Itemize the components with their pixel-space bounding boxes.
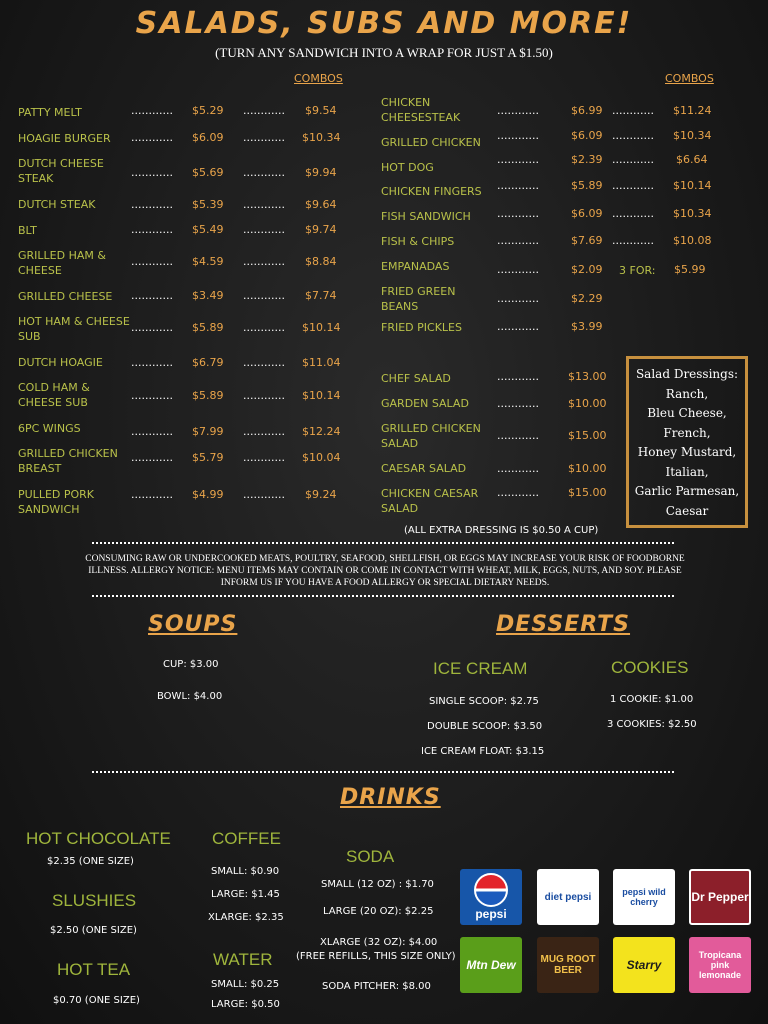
menu-item-price: $5.39 (192, 198, 224, 211)
ice-cream-heading: ICE CREAM (433, 659, 528, 678)
dot-leader: ............ (131, 451, 173, 464)
dot-leader: ............ (131, 488, 173, 501)
dot-leader: ............ (497, 263, 539, 276)
menu-item-name: CHICKEN CHEESESTEAK (381, 96, 461, 124)
menu-item-price: $6.79 (192, 356, 224, 369)
menu-item-combo: $10.14 (302, 389, 341, 402)
menu-item-name: HOT DOG (381, 161, 434, 174)
dot-leader: ............ (612, 179, 654, 192)
salad-name: CHICKEN CAESAR SALAD (381, 487, 479, 515)
menu-item-name: FISH SANDWICH (381, 210, 471, 223)
soup-cup-price: CUP: $3.00 (163, 659, 219, 670)
menu-item-price: $3.99 (571, 320, 603, 333)
dot-leader: ............ (131, 389, 173, 402)
combos-header-right: COMBOS (665, 72, 714, 85)
coffee-small-price: SMALL: $0.90 (211, 866, 280, 877)
dressing-item: Honey Mustard, (637, 445, 737, 459)
dot-leader: ............ (243, 166, 285, 179)
menu-item-name: GRILLED CHICKEN (381, 136, 481, 149)
dot-leader: ............ (131, 255, 173, 268)
pepsi-wild-cherry-logo-icon (613, 869, 675, 925)
dot-leader: ............ (497, 370, 539, 383)
water-heading: WATER (213, 950, 273, 969)
dressing-item: Caesar (665, 503, 709, 518)
dressing-item: Bleu Cheese, (647, 406, 727, 420)
menu-item-name: HOAGIE BURGER (18, 132, 111, 145)
salad-dressings-box (626, 356, 748, 528)
menu-item-combo: $10.34 (673, 207, 712, 220)
salad-price: $10.00 (568, 462, 607, 475)
menu-item-combo: $9.24 (305, 488, 337, 501)
dressing-item: French, (663, 425, 711, 440)
tropicana-logo-text: Tropicana pink lemonade (698, 950, 742, 980)
dot-leader: ............ (497, 207, 539, 220)
dot-leader: ............ (612, 104, 654, 117)
slushies-heading: SLUSHIES (52, 891, 137, 910)
salad-name: CAESAR SALAD (381, 462, 467, 475)
menu-item-combo: $10.34 (673, 129, 712, 142)
menu-item-combo: $9.74 (305, 223, 337, 236)
menu-item-price: $5.89 (571, 179, 603, 192)
diet-pepsi-logo-icon (537, 869, 599, 925)
dot-leader: ............ (131, 321, 173, 334)
menu-item-name: FRIED PICKLES (381, 321, 462, 334)
dot-leader: ............ (612, 129, 654, 142)
dressings-title: Salad Dressings: (635, 367, 739, 381)
mtn-dew-logo-text: Mtn Dew (466, 958, 516, 972)
dot-leader: ............ (497, 486, 539, 499)
mtn-dew-logo-icon (460, 937, 522, 993)
mug-root-beer-logo-icon (537, 937, 599, 993)
divider (92, 542, 674, 544)
menu-item-combo: $10.04 (302, 451, 341, 464)
dot-leader: ............ (243, 223, 285, 236)
salad-name: GARDEN SALAD (381, 397, 469, 410)
menu-item-price: $5.89 (192, 389, 224, 402)
coffee-heading: COFFEE (212, 829, 281, 848)
dot-leader: ............ (243, 255, 285, 268)
menu-item-name: FRIED GREEN BEANS (381, 285, 456, 313)
menu-item-combo: $11.04 (302, 356, 341, 369)
divider (92, 771, 674, 773)
menu-item-price: $2.29 (571, 292, 603, 305)
hot-tea-price: $0.70 (ONE SIZE) (53, 995, 140, 1006)
menu-item-price: $6.09 (571, 207, 603, 220)
menu-item-price: $6.09 (192, 131, 224, 144)
dressing-item: Italian, (665, 464, 709, 479)
dot-leader: ............ (497, 129, 539, 142)
three-cookies-price: 3 COOKIES: $2.50 (607, 719, 697, 730)
pepsi-logo-icon (460, 869, 522, 925)
menu-item-name: FISH & CHIPS (381, 235, 455, 248)
menu-item-price: $7.69 (571, 234, 603, 247)
menu-item-price: $5.89 (192, 321, 224, 334)
menu-item-combo: $6.64 (676, 153, 708, 166)
mug-root-beer-logo-text: MUG ROOT BEER (540, 954, 596, 976)
dot-leader: ............ (131, 131, 173, 144)
tropicana-logo-icon (689, 937, 751, 993)
dot-leader: ............ (497, 397, 539, 410)
menu-item-price: $7.99 (192, 425, 224, 438)
menu-item-name: DUTCH STEAK (18, 198, 96, 211)
dot-leader: ............ (131, 223, 173, 236)
salad-price: $10.00 (568, 397, 607, 410)
soda-pitcher-price: SODA PITCHER: $8.00 (322, 981, 431, 992)
menu-item-price: $3.49 (192, 289, 224, 302)
dot-leader: ............ (497, 462, 539, 475)
dot-leader: ............ (131, 166, 173, 179)
salad-price: $15.00 (568, 429, 607, 442)
pepsi-wild-cherry-logo-text: pepsi wild cherry (622, 887, 666, 907)
dressing-item: Garlic Parmesan, (634, 484, 740, 498)
menu-item-name: CHICKEN FINGERS (381, 185, 482, 198)
coffee-large-price: LARGE: $1.45 (211, 889, 280, 900)
divider (92, 595, 674, 597)
menu-item-price: $2.09 (571, 263, 603, 276)
menu-item-price: $2.39 (571, 153, 603, 166)
dot-leader: ............ (497, 104, 539, 117)
soups-heading: SOUPS (148, 612, 238, 637)
menu-item-price: $6.99 (571, 104, 603, 117)
menu-item-name: DUTCH HOAGIE (18, 356, 103, 369)
soda-large-price: LARGE (20 OZ): $2.25 (323, 906, 434, 917)
dr-pepper-logo-text: Dr Pepper (691, 890, 749, 904)
soda-small-price: SMALL (12 OZ) : $1.70 (321, 879, 434, 890)
menu-item-name: GRILLED CHEESE (18, 290, 113, 303)
one-cookie-price: 1 COOKIE: $1.00 (610, 694, 694, 705)
coffee-xlarge-price: XLARGE: $2.35 (208, 912, 284, 923)
dot-leader: ............ (243, 289, 285, 302)
water-large-price: LARGE: $0.50 (211, 999, 280, 1010)
dot-leader: ............ (612, 153, 654, 166)
diet-pepsi-logo-text: diet pepsi (544, 891, 592, 903)
double-scoop-price: DOUBLE SCOOP: $3.50 (427, 721, 543, 732)
salad-price: $15.00 (568, 486, 607, 499)
menu-item-combo: $9.54 (305, 104, 337, 117)
dot-leader: ............ (497, 429, 539, 442)
dot-leader: ............ (243, 356, 285, 369)
dot-leader: ............ (243, 321, 285, 334)
soup-bowl-price: BOWL: $4.00 (157, 691, 223, 702)
drinks-heading: DRINKS (340, 785, 441, 810)
extra-dressing-note: (ALL EXTRA DRESSING IS $0.50 A CUP) (404, 525, 599, 536)
menu-item-price: $5.29 (192, 104, 224, 117)
dot-leader: ............ (497, 153, 539, 166)
dot-leader: ............ (497, 234, 539, 247)
desserts-heading: DESSERTS (496, 612, 631, 637)
dot-leader: ............ (243, 104, 285, 117)
soda-heading: SODA (346, 847, 395, 866)
combos-header-left: COMBOS (294, 72, 343, 85)
menu-item-name: HOT HAM & CHEESE SUB (18, 315, 130, 343)
dot-leader: ............ (612, 234, 654, 247)
menu-item-combo: $10.34 (302, 131, 341, 144)
starry-logo-text: Starry (626, 958, 662, 972)
water-small-price: SMALL: $0.25 (211, 979, 280, 990)
soda-xlarge-price: XLARGE (32 OZ): $4.00 (320, 937, 438, 948)
dressing-item: Ranch, (665, 386, 709, 401)
dot-leader: ............ (131, 289, 173, 302)
salad-price: $13.00 (568, 370, 607, 383)
menu-item-combo: $10.14 (673, 179, 712, 192)
menu-item-name: GRILLED CHICKEN BREAST (18, 447, 118, 475)
dot-leader: ............ (243, 389, 285, 402)
page-title: SALADS, SUBS AND MORE! (135, 6, 633, 41)
menu-item-combo: $10.08 (673, 234, 712, 247)
menu-item-name: 6PC WINGS (18, 422, 81, 435)
menu-item-price: $4.59 (192, 255, 224, 268)
menu-item-name: EMPANADAS (381, 260, 450, 273)
menu-item-combo: $9.64 (305, 198, 337, 211)
page-subtitle: (TURN ANY SANDWICH INTO A WRAP FOR JUST A $1.50) (215, 45, 553, 60)
dot-leader: ............ (131, 198, 173, 211)
salad-name: CHEF SALAD (381, 372, 451, 385)
menu-item-price: $5.49 (192, 223, 224, 236)
menu-item-name: PULLED PORK SANDWICH (18, 488, 95, 516)
hot-chocolate-price: $2.35 (ONE SIZE) (47, 856, 134, 867)
menu-item-combo: $8.84 (305, 255, 337, 268)
menu-item-price: $6.09 (571, 129, 603, 142)
dr-pepper-logo-icon (689, 869, 751, 925)
dot-leader: ............ (243, 451, 285, 464)
dot-leader: ............ (497, 292, 539, 305)
menu-item-combo: $10.14 (302, 321, 341, 334)
hot-tea-heading: HOT TEA (57, 960, 131, 979)
dot-leader: ............ (131, 356, 173, 369)
dot-leader: ............ (612, 207, 654, 220)
cookies-heading: COOKIES (611, 658, 689, 677)
menu-item-name: PATTY MELT (18, 106, 82, 119)
menu-item-price: $5.79 (192, 451, 224, 464)
menu-item-combo: $9.94 (305, 166, 337, 179)
dot-leader: ............ (243, 198, 285, 211)
soda-refill-note: (FREE REFILLS, THIS SIZE ONLY) (296, 951, 456, 962)
dot-leader: ............ (243, 488, 285, 501)
pepsi-logo-text: pepsi (475, 907, 507, 921)
menu-item-price: $4.99 (192, 488, 224, 501)
menu-item-combo: $5.99 (674, 263, 706, 276)
dot-leader: ............ (243, 425, 285, 438)
dot-leader: ............ (497, 179, 539, 192)
allergy-warning: CONSUMING RAW OR UNDERCOOKED MEATS, POULTRY, SEAFOOD, SHELLFISH, OR EGGS MAY INCREASE YOUR RISK OF FOODBORNE ILLNESS. ALLERGY NOTICE: MENU ITEMS MAY CONTAIN OR COME IN CONTACT WITH WHEAT, MILK, EGGS, NUTS, AND SOY. PLEASE INFORM US IF YOU HAVE A FOOD ALLERGY OR SPECIAL DIETARY NEEDS. (85, 554, 685, 588)
dot-leader: ............ (131, 425, 173, 438)
menu-item-price: $5.69 (192, 166, 224, 179)
salad-name: GRILLED CHICKEN SALAD (381, 422, 481, 450)
menu-item-name: COLD HAM & CHEESE SUB (18, 381, 90, 409)
ice-cream-float-price: ICE CREAM FLOAT: $3.15 (421, 746, 545, 757)
starry-logo-icon (613, 937, 675, 993)
dot-leader: ............ (497, 320, 539, 333)
slushies-price: $2.50 (ONE SIZE) (50, 925, 137, 936)
menu-item-combo: $11.24 (673, 104, 712, 117)
dot-leader: ............ (131, 104, 173, 117)
menu-item-name: BLT (18, 224, 37, 237)
menu-item-combo-label: 3 FOR: (619, 264, 656, 277)
menu-item-name: DUTCH CHEESE STEAK (18, 157, 104, 185)
dot-leader: ............ (243, 131, 285, 144)
menu-item-combo: $7.74 (305, 289, 337, 302)
hot-chocolate-heading: HOT CHOCOLATE (26, 829, 171, 848)
menu-item-combo: $12.24 (302, 425, 341, 438)
menu-item-name: GRILLED HAM & CHEESE (18, 249, 106, 277)
single-scoop-price: SINGLE SCOOP: $2.75 (429, 696, 539, 707)
